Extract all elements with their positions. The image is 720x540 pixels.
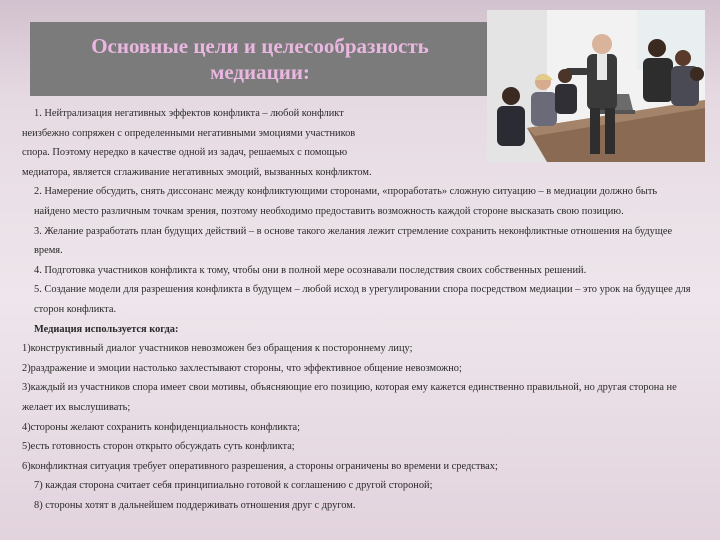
list-item: 2)раздражение и эмоции настолько захлестывают стороны, что эффективное общение невозможно; xyxy=(22,362,462,374)
list-item: 4)стороны желают сохранить конфиденциальность конфликта; xyxy=(22,421,301,433)
list-item: 7) каждая сторона считает себя принципиально готовой к соглашению с другой стороной; xyxy=(34,480,433,492)
slide-title: Основные цели и целесообразность медиации: xyxy=(91,34,429,84)
paragraph-3: 3. Желание разработать план будущих действий – в основе такого желания лежит стремление сохранить неконфликтные отношения на будущее время. xyxy=(34,225,673,257)
subheading: Медиация используется когда: xyxy=(34,323,179,335)
paragraph-5: 5. Создание модели для разрешения конфликта в будущем – любой исход в урегулировании спора посредством медиации – это урок на будущее для сторон конфликта. xyxy=(34,284,691,315)
body-text xyxy=(22,104,692,515)
paragraph-4: 4. Подготовка участников конфликта к тому, чтобы они в полной мере осознавали последствия своих собственных решений. xyxy=(34,264,587,276)
list-item: 3)каждый из участников спора имеет свои мотивы, объясняющие его позицию, которая ему кажется единственно правильной, но другая сторона не желает их выслушивать; xyxy=(22,382,677,413)
list-item: 8) стороны хотят в дальнейшем поддерживать отношения друг с другом. xyxy=(34,499,356,511)
paragraph-1d: медиатора, является сглаживание негативных эмоций, вызванных конфликтом. xyxy=(22,166,372,178)
paragraph-1b: неизбежно сопряжен с определенными негативными эмоциями участников xyxy=(22,127,356,139)
list-item: 6)конфликтная ситуация требует оперативного разрешения, а стороны ограничены во времени и средствах; xyxy=(22,460,498,472)
list-item: 5)есть готовность сторон открыто обсуждать суть конфликта; xyxy=(22,441,295,453)
paragraph-1c: спора. Поэтому нередко в качестве одной из задач, решаемых с помощью xyxy=(22,147,348,159)
title-bar xyxy=(30,22,490,96)
paragraph-1a: 1. Нейтрализация негативных эффектов конфликта – любой конфликт xyxy=(34,108,344,119)
paragraph-2: 2. Намерение обсудить, снять диссонанс между конфликтующими сторонами, «проработать» сложную ситуацию – в медиации должно быть найдено место различным точкам зрения, поэтому необходимо предоставить возможность каждой стороне высказать свою позицию. xyxy=(34,186,658,217)
list-item: 1)конструктивный диалог участников невозможен без обращения к постороннему лицу; xyxy=(22,343,413,355)
